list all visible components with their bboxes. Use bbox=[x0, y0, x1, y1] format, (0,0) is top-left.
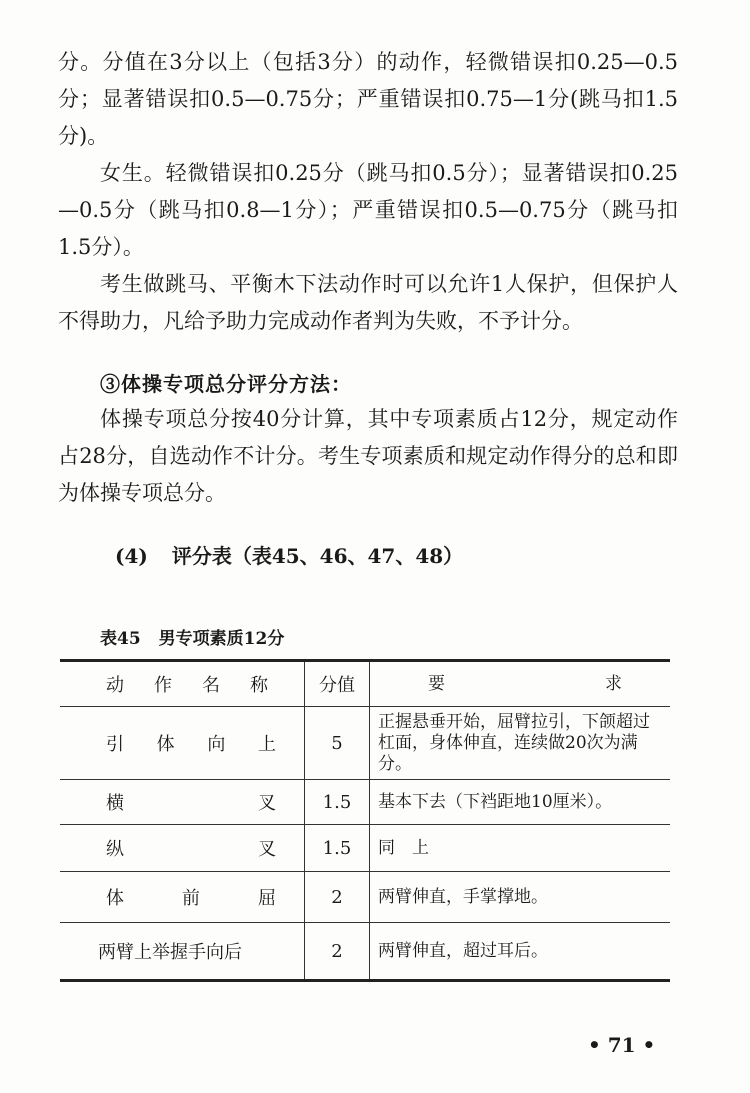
paragraph-deductions-female: 女生。轻微错误扣0.25分（跳马扣0.5分）；显著错误扣0.25—0.5分（跳马扣0.8—1分）；严重错误扣0.5—0.75分（跳马扣1.5分）。 bbox=[58, 161, 678, 259]
cell-points: 1.5 bbox=[305, 825, 370, 872]
header-points: 分值 bbox=[305, 661, 370, 707]
table-caption-label: 表45 bbox=[100, 629, 141, 649]
table-caption bbox=[100, 624, 284, 649]
table-row bbox=[60, 780, 670, 825]
cell-points: 2 bbox=[305, 872, 370, 923]
cell-points: 2 bbox=[305, 923, 370, 981]
section-heading-score-tables bbox=[115, 540, 463, 569]
subheading-total-score-method: ③体操专项总分评分方法： bbox=[100, 372, 352, 396]
table-row bbox=[60, 707, 670, 780]
cell-requirement: 两臂伸直，超过耳后。 bbox=[370, 923, 671, 981]
cell-name: 两臂上举握手向后 bbox=[60, 923, 305, 981]
cell-name: 纵 叉 bbox=[60, 825, 305, 872]
section-title-text: 评分表（表45、46、47、48） bbox=[171, 544, 464, 568]
cell-name: 横 叉 bbox=[60, 780, 305, 825]
table-row bbox=[60, 923, 670, 981]
cell-points: 1.5 bbox=[305, 780, 370, 825]
cell-requirement: 同 上 bbox=[370, 825, 671, 872]
cell-requirement: 两臂伸直，手掌撑地。 bbox=[370, 872, 671, 923]
cell-requirement: 正握悬垂开始，屈臂拉引，下颌超过杠面，身体伸直，连续做20次为满分。 bbox=[370, 707, 671, 780]
paragraph-deductions-male: 分。分值在3分以上（包括3分）的动作，轻微错误扣0.25—0.5分；显著错误扣0.5—0.75分；严重错误扣0.75—1分(跳马扣1.5分)。 bbox=[58, 50, 678, 148]
score-table-45 bbox=[60, 659, 670, 982]
table-row bbox=[60, 872, 670, 923]
header-requirement: 要 求 bbox=[370, 661, 671, 707]
table-row bbox=[60, 825, 670, 872]
table-header-row bbox=[60, 661, 670, 707]
section-number: (4) bbox=[115, 544, 148, 568]
page-number: • 71 • bbox=[588, 1033, 656, 1057]
table-caption-title: 男专项素质12分 bbox=[158, 629, 285, 649]
paragraph-total-score: 体操专项总分按40分计算，其中专项素质占12分，规定动作占28分，自选动作不计分。考生专项素质和规定动作得分的总和即为体操专项总分。 bbox=[58, 407, 678, 505]
header-name: 动 作 名 称 bbox=[60, 661, 305, 707]
paragraph-protection-rule: 考生做跳马、平衡木下法动作时可以允许1人保护，但保护人不得助力，凡给予助力完成动作者判为失败，不予计分。 bbox=[58, 272, 678, 333]
cell-name: 引 体 向 上 bbox=[60, 707, 305, 780]
cell-requirement: 基本下去（下裆距地10厘米）。 bbox=[370, 780, 671, 825]
cell-name: 体 前 屈 bbox=[60, 872, 305, 923]
cell-points: 5 bbox=[305, 707, 370, 780]
